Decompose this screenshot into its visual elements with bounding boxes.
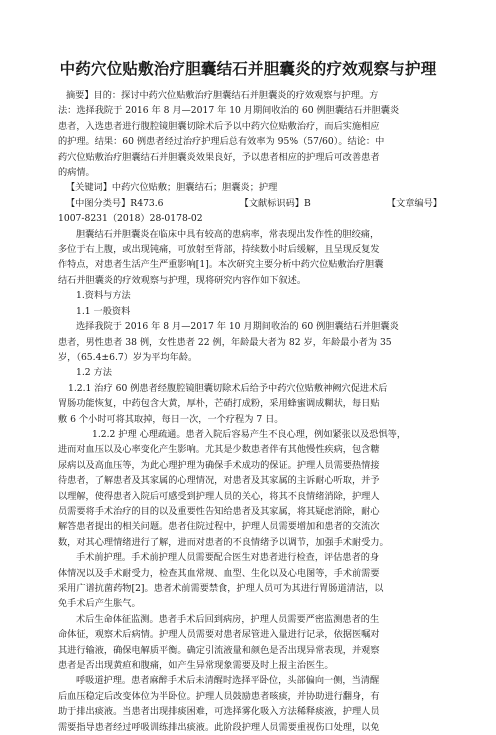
abstract-line: 药穴位贴敷治疗胆囊结石并胆囊炎效果良好，予以患者相应的护理后可改善患者 — [58, 151, 380, 163]
body-line: 呼吸道护理。患者麻醉手术后未清醒时选择平卧位，头部偏向一侧，当清醒 — [76, 675, 380, 687]
body-line: 手术前护理。手术前护理人员需要配合医生对患者进行检查，评估患者的身 — [76, 552, 380, 564]
body-line: 尿病以及高血压等，为此心理护理为确保手术成功的保证。护理人员需要热情接 — [58, 459, 380, 471]
body-line: 员需要将手术治疗的目的以及重要性告知给患者及其家属，将其疑虑消除，耐心 — [58, 505, 380, 517]
article-title: 中药穴位贴敷治疗胆囊结石并胆囊炎的疗效观察与护理 — [59, 60, 437, 78]
body-line: 敷 6 个小时可将其取掉，每日一次，一个疗程为 7 日。 — [58, 413, 284, 425]
body-line: 采用广谱抗菌药物[2]。患者术前需要禁食，护理人员可为其进行胃肠道清洁，以 — [58, 583, 384, 594]
body-line: 患者，男性患者 38 例，女性患者 22 例，年龄最大者为 82 岁，年龄最小者为 35 — [58, 336, 392, 348]
article-number-label: 【文章编号】 — [386, 197, 442, 209]
clc-number: 【中图分类号】R473.6 — [66, 197, 164, 209]
body-line: 其进行输液，确保电解质平衡。确定引流液量和颜色是否出现异常表现，并观察 — [58, 644, 380, 656]
abstract-line: 法：选择我院于 2016 年 8 月—2017 年 10 月期间收治的 60 例胆囊结石并胆囊炎 — [58, 105, 400, 117]
body-line: 进而对血压以及心率变化产生影响。尤其是少数患者伴有其他慢性疾病，包含糖 — [58, 444, 380, 456]
body-line: 待患者，了解患者及其家属的心理情况，对患者及其家属的主诉耐心听取，并予 — [58, 475, 380, 487]
body-line: 以理解，使得患者入院后可感受到护理人员的关心，将其不良情绪消除，护理人 — [58, 490, 380, 502]
intro-line: 结石并胆囊炎的疗效观察与护理，现将研究内容作如下叙述。 — [58, 274, 307, 286]
body-line: 命体征，观察术后病情。护理人员需要对患者尿管进入量进行记录，依据医嘱对 — [58, 629, 380, 641]
classification-row — [58, 196, 442, 211]
article-body — [58, 88, 442, 735]
body-line: 解答患者提出的相关问题。患者住院过程中，护理人员需要增加和患者的交流次 — [58, 521, 380, 533]
abstract-line: 的病情。 — [58, 167, 95, 179]
section-heading: 1.2 方法 — [76, 367, 112, 379]
body-line: 胃肠功能恢复，中药包含大黄，厚朴，芒硝打成粉，采用蜂蜜调成糊状，每日贴 — [58, 398, 380, 410]
article-number: 1007-8231（2018）28-0178-02 — [58, 213, 203, 225]
body-line: 数，对其心理情绪进行了解，进而对患者的不良情绪予以调节，加强手术耐受力。 — [58, 536, 389, 548]
body-line: 体情况以及手术耐受力，检查其血常规、血型、生化以及心电图等，手术前需要 — [58, 567, 380, 579]
section-heading: 1.1 一般资料 — [76, 305, 131, 317]
intro-line: 多位于右上腹，或出现钝痛，可放射至背部，持续数小时后缓解，且呈现反复发 — [58, 244, 380, 256]
keywords-line: 【关键词】中药穴位贴敷；胆囊结石；胆囊炎；护理 — [66, 182, 278, 194]
intro-line: 作特点，对患者生活产生严重影响[1]。本次研究主要分析中药穴位贴敷治疗胆囊 — [58, 259, 384, 271]
body-line: 1.2.2 护理 心理疏通。患者入院后容易产生不良心理，例如紧张以及恐惧等， — [92, 428, 407, 440]
body-line: 选择我院于 2016 年 8 月—2017 年 10 月期间收治的 60 例胆囊结石并胆囊炎 — [76, 321, 399, 333]
body-line: 助于排出痰液。当患者出现排痰困难，可选择雾化吸入方法稀释痰液，护理人员 — [58, 706, 380, 718]
body-line: 免手术后产生胀气。 — [58, 598, 141, 610]
body-line: 术后生命体征监测。患者手术后回到病房，护理人员需要严密监测患者的生 — [76, 613, 380, 625]
body-line: 1.2.1 治疗 60 例患者经腹腔镜胆囊切除术后给予中药穴位贴敷神阙穴促进术后 — [68, 382, 388, 394]
body-line: 需要指导患者经过呼吸训练排出痰液。此阶段护理人员需要重视伤口处理，以免 — [58, 721, 380, 733]
document-code: 【文献标识码】B — [239, 197, 311, 209]
abstract-line: 患者，入选患者进行腹腔镜胆囊切除术后予以中药穴位贴敷治疗，而后实施相应 — [58, 120, 380, 132]
abstract-line: 摘要】目的：探讨中药穴位贴敷治疗胆囊结石并胆囊炎的疗效观察与护理。方 — [66, 90, 379, 101]
body-line: 患者是否出现黄疸和腹痛，如产生异常现象需要及时上报主治医生。 — [58, 660, 334, 672]
body-line: 后血压稳定后改变体位为半卧位。护理人员鼓励患者咳痰，并协助进行翻身，有 — [58, 690, 380, 702]
abstract-line: 的护理。结果：60 例患者经过治疗护理后总有效率为 95%（57/60）。结论：中 — [58, 136, 385, 148]
body-line: 岁，（65.4±6.7）岁为平均年龄。 — [58, 351, 198, 363]
section-heading: 1.资料与方法 — [76, 290, 131, 302]
intro-line: 胆囊结石并胆囊炎在临床中具有较高的患病率，常表现出发作性的胆绞痛， — [76, 228, 380, 240]
